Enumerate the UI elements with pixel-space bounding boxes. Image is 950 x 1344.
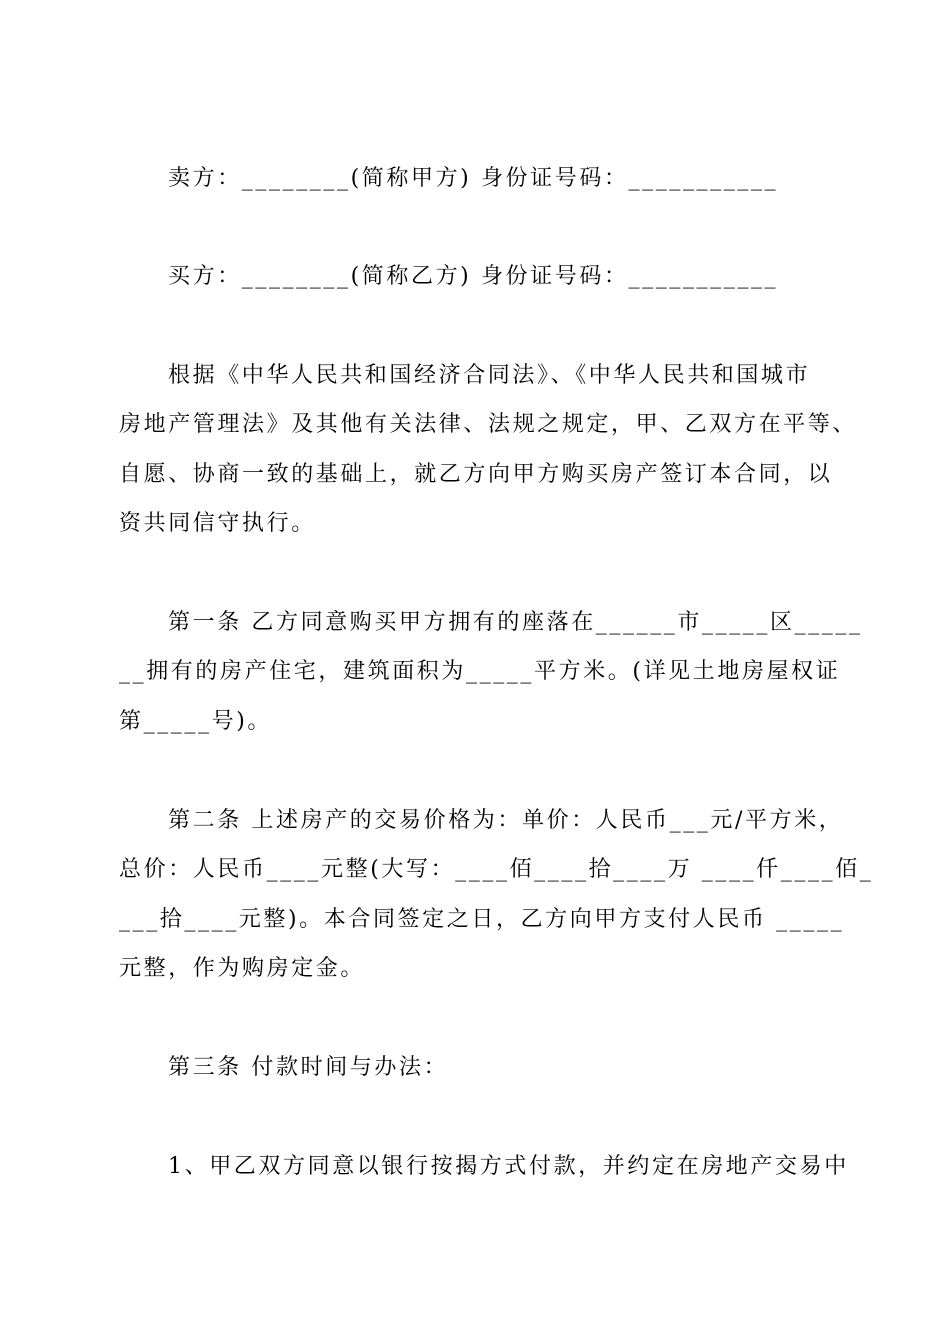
article-1-line-2: __拥有的房产住宅，建筑面积为_____平方米。(详见土地房屋权证 bbox=[119, 659, 841, 684]
seller-line: 卖方：________(简称甲方) 身份证号码：___________ bbox=[168, 166, 779, 191]
article-2-line-4: 元整，作为购房定金。 bbox=[119, 956, 366, 981]
article-3-item-1: 1、甲乙双方同意以银行按揭方式付款，并约定在房地产交易中 bbox=[168, 1154, 849, 1179]
preamble-line-3: 自愿、协商一致的基础上，就乙方向甲方购买房产签订本合同，以 bbox=[119, 462, 833, 487]
buyer-line: 买方：________(简称乙方) 身份证号码：___________ bbox=[168, 264, 779, 289]
article-1-line-1: 第一条 乙方同意购买甲方拥有的座落在______市_____区_____ bbox=[168, 610, 863, 635]
preamble-line-1: 根据《中华人民共和国经济合同法》、《中华人民共和国城市 bbox=[168, 363, 811, 388]
article-2-line-3: ___拾____元整)。本合同签定之日，乙方向甲方支付人民币 _____ bbox=[119, 907, 845, 932]
article-3-heading: 第三条 付款时间与办法： bbox=[168, 1055, 449, 1080]
preamble-line-4: 资共同信守执行。 bbox=[119, 511, 316, 536]
preamble-line-2: 房地产管理法》及其他有关法律、法规之规定，甲、乙双方在平等、 bbox=[119, 412, 858, 437]
article-2-line-2: 总价：人民币____元整(大写：____佰____拾____万 ____仟____佰_ bbox=[119, 857, 874, 882]
article-2-line-1: 第二条 上述房产的交易价格为：单价：人民币___元/平方米， bbox=[168, 808, 844, 833]
article-1-line-3: 第_____号)。 bbox=[119, 709, 272, 734]
